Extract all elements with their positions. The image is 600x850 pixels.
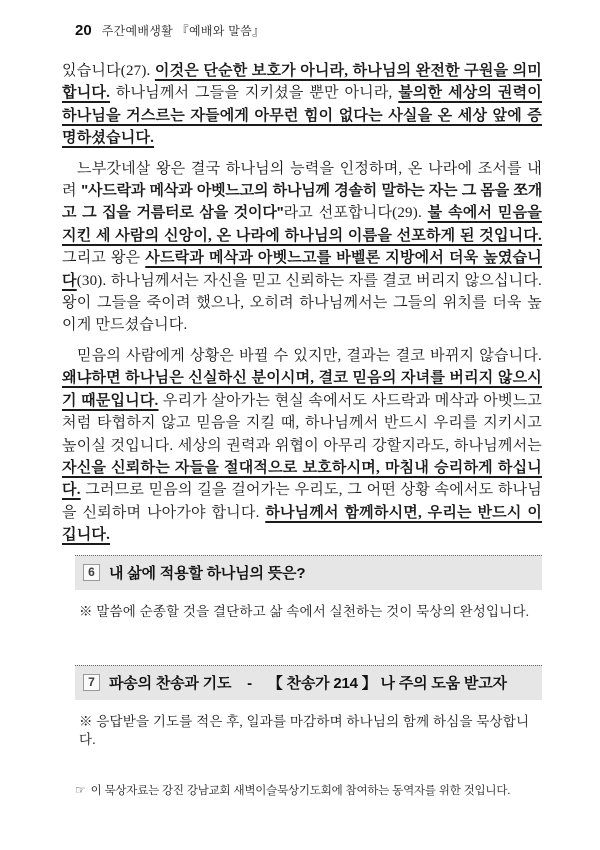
section-application — [75, 555, 542, 621]
emphasized-text: 불 속에서 믿음을 지킨 세 사람의 신앙이, 온 나라에 하나님의 이름을 선포하게 된 것입니다. — [62, 205, 542, 244]
body-text-segment: 있습니다(27). — [62, 63, 155, 79]
body-text-segment: 그러므로 믿음의 길을 걸어가는 우리도, 그 어떤 상황 속에서도 하나님을 신뢰하며 나아가야 합니다. — [62, 482, 542, 521]
emphasized-text: 자신을 신뢰하는 자들을 절대적으로 보호하시며, 마침내 승리하게 하십니다. — [62, 459, 542, 499]
emphasized-text: 이것은 단순한 보호가 아니라, 하나님의 완전한 구원을 의미합니다. — [62, 63, 542, 102]
section-banner — [75, 665, 542, 700]
body-text-segment: (30). 하나님께서는 자신을 믿고 신뢰하는 자를 결코 버리지 않으십니다. 왕이 그들을 죽이려 했으나, 오히려 하나님께서는 그들의 위치를 더욱 높이게 만드셨습니다. — [62, 272, 542, 334]
page-number: 20 — [75, 22, 92, 39]
section-title: 내 삶에 적용할 하나님의 뜻은? — [109, 564, 306, 582]
emphasized-text: 불의한 세상의 권력이 하나님을 거스르는 자들에게 아무런 힘이 없다는 사실을 온 세상 앞에 증명하셨습니다. — [62, 85, 542, 147]
body-text-segment: 믿음의 사람에게 상황은 바뀔 수 있지만, 결과는 결코 바뀌지 않습니다. — [77, 347, 542, 364]
section-sending-hymn — [75, 665, 542, 749]
section-note: ※ 말씀에 순종할 것을 결단하고 삶 속에서 실천하는 것이 묵상의 완성입니다. — [79, 603, 530, 619]
pointing-hand-icon: ☞ — [75, 783, 86, 797]
body-text-segment: 우리가 살아가는 현실 속에서도 사드락과 메삭과 아벳느고처럼 타협하지 않고 믿음을 지킬 때, 하나님께서 반드시 우리를 지키시고 높이실 것입니다. 세상의 권력과 위협이 아무리 강할지라도, 하나님께서는 — [62, 392, 542, 454]
paragraph — [62, 158, 542, 337]
paragraph — [62, 60, 542, 150]
section-number-box: 7 — [83, 674, 100, 691]
paragraph — [62, 345, 542, 547]
section-title: 파송의 찬송과 기도 - 【 찬송가 214 】 나 주의 도움 받고자 — [109, 674, 507, 692]
body-text-segment: 그리고 왕은 — [62, 250, 146, 267]
emphasized-text: 왜냐하면 하나님은 신실하신 분이시며, 결코 믿음의 자녀를 버리지 않으시기 때문입니다. — [62, 370, 542, 409]
footer-text: 이 묵상자료는 강진 강남교회 새벽이슬묵상기도회에 참여하는 동역자를 위한 것입니다. — [90, 785, 511, 797]
emphasized-text: 하나님께서 함께하시면, 우리는 반드시 이깁니다. — [62, 504, 543, 544]
body-paragraphs — [62, 60, 542, 547]
page-header — [62, 22, 542, 39]
quoted-text: "사드락과 메삭과 아벳느고의 하나님께 경솔히 말하는 자는 그 몸을 쪼개고 그 집을 거름터로 삼을 것이다" — [62, 182, 542, 222]
body-text-segment: 하나님께서 그들을 지키셨을 뿐만 아니라, — [110, 85, 399, 102]
footer-note — [75, 782, 510, 798]
body-text-segment: 느부갓네살 왕은 결국 하나님의 능력을 인정하며, 온 나라에 조서를 내려 — [62, 160, 542, 200]
section-banner — [75, 555, 542, 590]
emphasized-text: 사드락과 메삭과 아벳느고를 바벨론 지방에서 더욱 높였습니다 — [62, 250, 542, 289]
header-title: 주간예배생활 『예배와 말씀』 — [101, 24, 265, 38]
section-note: ※ 응답받을 기도를 적은 후, 일과를 마감하며 하나님의 함께 하심을 묵상합니다. — [79, 713, 530, 747]
section-number-box: 6 — [83, 564, 100, 581]
body-text-segment: 라고 선포합니다(29). — [283, 205, 428, 222]
